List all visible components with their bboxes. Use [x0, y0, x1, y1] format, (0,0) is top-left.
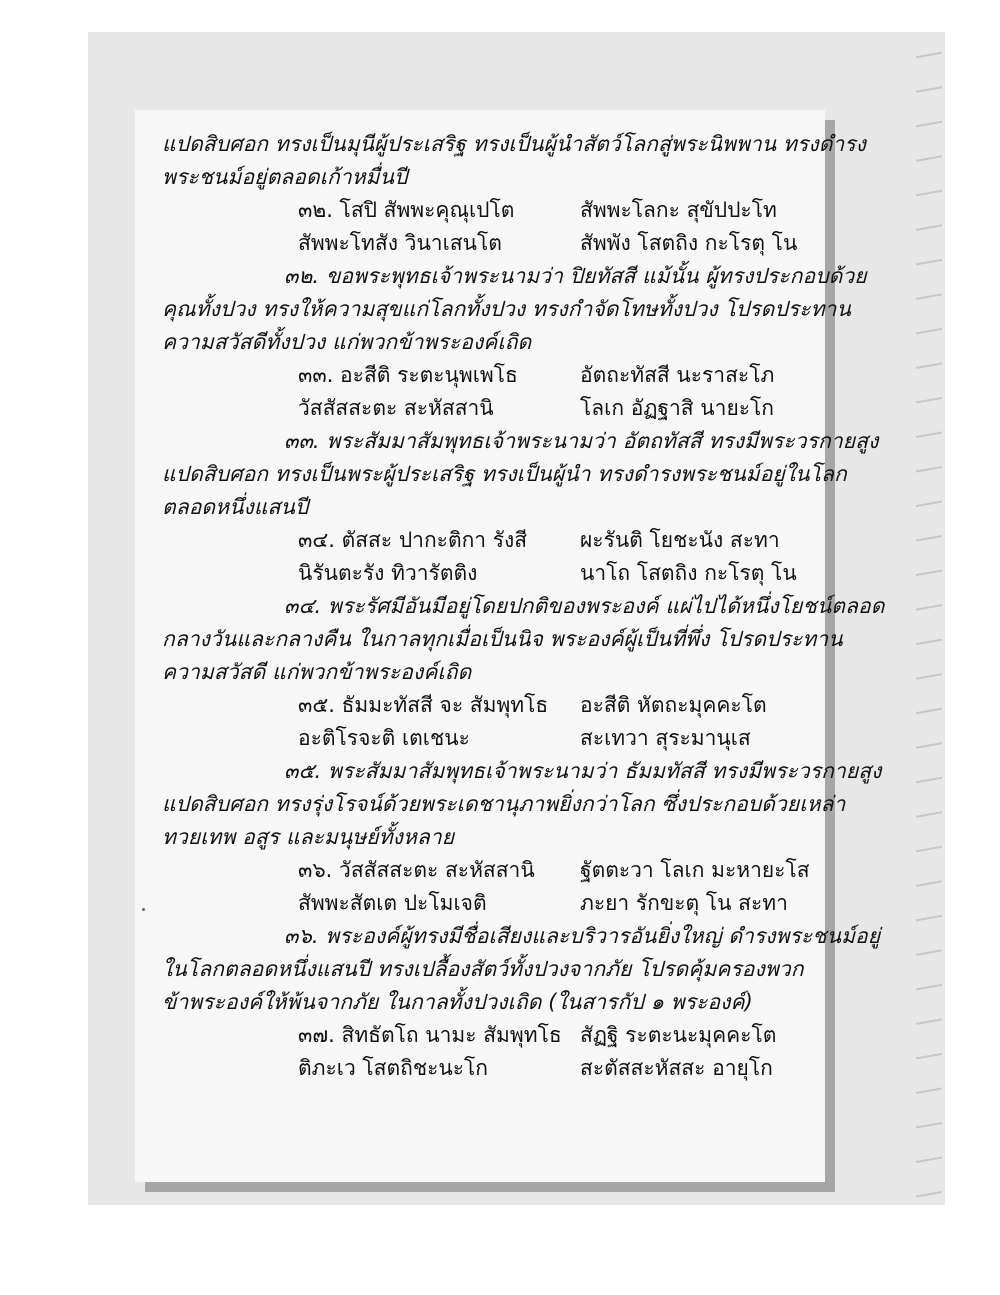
adjacent-page-edge — [916, 40, 942, 1200]
verse-second-half: สัพพะโลกะ สุขัปปะโท — [580, 198, 777, 222]
translation-paragraph-start: ๓๓. พระสัมมาสัมพุทธเจ้าพระนามว่า อัตถทัสสี ทรงมีพระวรกายสูง — [284, 429, 879, 453]
verse-second-half: สะตัสสะหัสสะ อายุโก — [580, 1056, 773, 1080]
text-line: กลางวันและกลางคืน ในกาลทุกเมื่อเป็นนิจ พระองค์ผู้เป็นที่พึ่ง โปรดประทาน — [162, 627, 843, 651]
verse-second-half: อะสีติ หัตถะมุคคะโต — [580, 693, 767, 717]
verse-first-half: ๓๔. ตัสสะ ปากะติกา รังสี — [298, 528, 528, 552]
verse-first-half: ๓๒. โสปิ สัพพะคุณุเปโต — [298, 198, 515, 222]
verse-first-half: ติภะเว โสตถิชะนะโก — [298, 1056, 489, 1080]
text-line: ตลอดหนึ่งแสนปี — [162, 495, 309, 519]
pali-verse-line — [162, 227, 822, 260]
text-line: คุณทั้งปวง ทรงให้ความสุขแก่โลกทั้งปวง ทรงกำจัดโทษทั้งปวง โปรดประทาน — [162, 297, 851, 321]
text-line: ทวยเทพ อสูร และมนุษย์ทั้งหลาย — [162, 825, 455, 849]
verse-second-half: สัฏฐิ ระตะนะมุคคะโต — [580, 1023, 777, 1047]
pali-verse-line — [162, 524, 822, 557]
pali-verse-line — [162, 722, 822, 755]
text-line: พระชนม์อยู่ตลอดเก้าหมื่นปี — [162, 165, 408, 189]
verse-first-half: สัพพะโทสัง วินาเสนโต — [298, 231, 502, 255]
verse-second-half: นาโถ โสตถิง กะโรตุ โน — [580, 561, 797, 585]
text-line: แปดสิบศอก ทรงเป็นพระผู้ประเสริฐ ทรงเป็นผู้นำ ทรงดำรงพระชนม์อยู่ในโลก — [162, 462, 847, 486]
pali-verse-line — [162, 392, 822, 425]
verse-first-half: ๓๖. วัสสัสสะตะ สะหัสสานิ — [298, 858, 535, 882]
text-line: แปดสิบศอก ทรงเป็นมุนีผู้ประเสริฐ ทรงเป็นผู้นำสัตว์โลกสู่พระนิพพาน ทรงดำรง — [162, 132, 866, 156]
verse-second-half: อัตถะทัสสี นะราสะโภ — [580, 363, 775, 387]
verse-first-half: วัสสัสสะตะ สะหัสสานิ — [298, 396, 494, 420]
pali-verse-line — [162, 557, 822, 590]
verse-first-half: ๓๗. สิทธัตโถ นามะ สัมพุทโธ — [298, 1023, 562, 1047]
text-line: ความสวัสดีทั้งปวง แก่พวกข้าพระองค์เถิด — [162, 330, 532, 354]
verse-second-half: ผะรันติ โยชะนัง สะทา — [580, 528, 780, 552]
text-line: ในโลกตลอดหนึ่งแสนปี ทรงเปลื้องสัตว์ทั้งปวงจากภัย โปรดคุ้มครองพวก — [162, 957, 804, 981]
verse-first-half: ๓๓. อะสีติ ระตะนุพเพโธ — [298, 363, 518, 387]
verse-second-half: ฐัตตะวา โลเก มะหายะโส — [580, 858, 810, 882]
pali-verse-line — [162, 1052, 822, 1085]
verse-second-half: ภะยา รักขะตุ โน สะทา — [580, 891, 788, 915]
verse-second-half: โลเก อัฏฐาสิ นายะโก — [580, 396, 775, 420]
pali-verse-line — [162, 887, 822, 920]
pali-verse-line — [162, 689, 822, 722]
translation-paragraph-start: ๓๕. พระสัมมาสัมพุทธเจ้าพระนามว่า ธัมมทัสสี ทรงมีพระวรกายสูง — [284, 759, 882, 783]
verse-first-half: นิรันตะรัง ทิวารัตติง — [298, 561, 478, 585]
translation-paragraph-start: ๓๒. ขอพระพุทธเจ้าพระนามว่า ปิยทัสสี แม้นั้น ผู้ทรงประกอบด้วย — [284, 264, 867, 288]
verse-first-half: อะติโรจะติ เตเชนะ — [298, 726, 470, 750]
pali-verse-line — [162, 854, 822, 887]
pali-verse-line — [162, 1019, 822, 1052]
text-line: ข้าพระองค์ให้พ้นจากภัย ในกาลทั้งปวงเถิด (ในสารกัป ๑ พระองค์) — [162, 990, 753, 1014]
verse-second-half: สัพพัง โสตถิง กะโรตุ โน — [580, 231, 798, 255]
translation-paragraph-start: ๓๖. พระองค์ผู้ทรงมีชื่อเสียงและบริวารอันยิ่งใหญ่ ดำรงพระชนม์อยู่ — [284, 924, 881, 948]
translation-paragraph-start: ๓๔. พระรัศมีอันมีอยู่โดยปกติของพระองค์ แผ่ไปได้หนึ่งโยชน์ตลอด — [284, 594, 885, 618]
verse-second-half: สะเทวา สุระมานุเส — [580, 726, 751, 750]
verse-first-half: สัพพะสัตเต ปะโมเจติ — [298, 891, 487, 915]
pali-verse-line — [162, 194, 822, 227]
verse-first-half: ๓๕. ธัมมะทัสสี จะ สัมพุทโธ — [298, 693, 549, 717]
pali-verse-line — [162, 359, 822, 392]
text-line: ความสวัสดี แก่พวกข้าพระองค์เถิด — [162, 660, 472, 684]
scan-speck — [142, 908, 145, 911]
text-line: แปดสิบศอก ทรงรุ่งโรจน์ด้วยพระเดชานุภาพยิ่งกว่าโลก ซึ่งประกอบด้วยเหล่า — [162, 792, 846, 816]
page-text — [162, 128, 885, 1085]
